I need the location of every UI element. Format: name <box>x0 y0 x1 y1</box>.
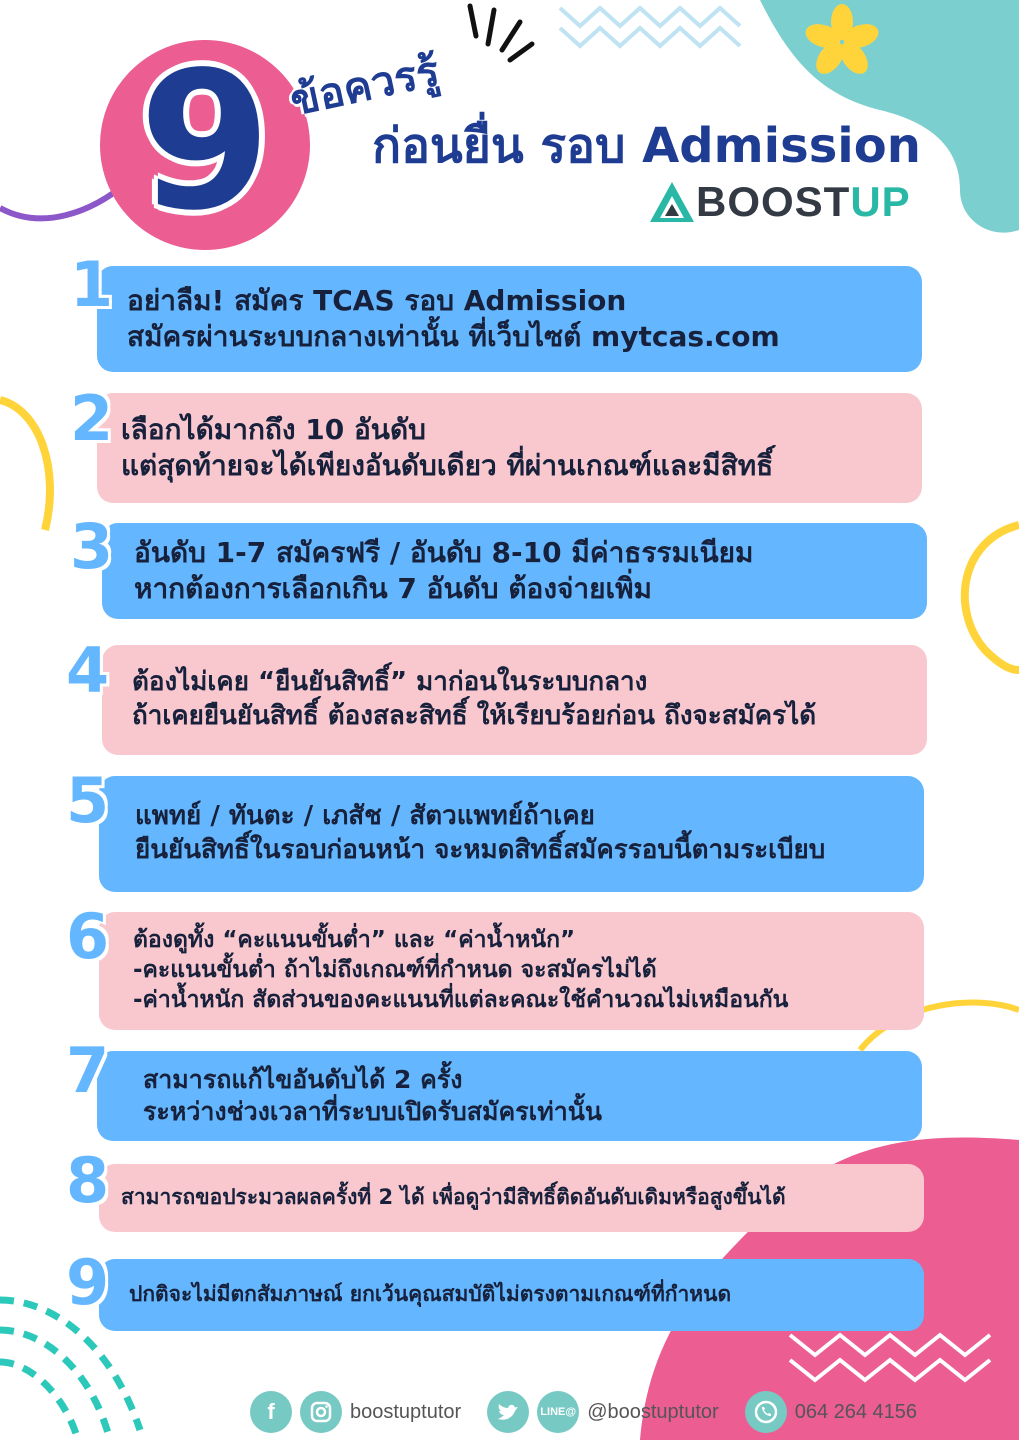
brand-boost: BOOST <box>696 178 851 225</box>
item-text-line: หากต้องการเลือกเกิน 7 อันดับ ต้องจ่ายเพิ่ม <box>134 572 653 605</box>
item-number: 3 <box>70 510 114 583</box>
footer-social <box>250 1390 935 1434</box>
item-box <box>102 523 927 619</box>
item-text-line: อันดับ 1-7 สมัครฟรี / อันดับ 8-10 มีค่าธรรมเนียม <box>134 535 754 569</box>
item-text-line: -คะแนนขั้นต่ำ ถ้าไม่ถึงเกณฑ์ที่กำหนด จะสมัครไม่ได้ <box>133 957 657 984</box>
item-text-line: ต้องดูทั้ง “คะแนนขั้นต่ำ” และ “ค่าน้ำหนัก” <box>133 927 576 954</box>
item-box <box>99 776 924 892</box>
item-number: 7 <box>66 1034 110 1107</box>
item-box <box>99 1259 924 1331</box>
item-number: 4 <box>66 634 110 707</box>
item-box <box>97 266 922 372</box>
item-text-line: ปกติจะไม่มีตกสัมภาษณ์ ยกเว้นคุณสมบัติไม่ตรงตามเกณฑ์ที่กำหนด <box>129 1282 732 1307</box>
item-number: 8 <box>66 1144 110 1217</box>
item-text-line: สามารถขอประมวลผลครั้งที่ 2 ได้ เพื่อดูว่ามีสิทธิ์ติดอันดับเดิมหรือสูงขึ้นได้ <box>121 1185 786 1210</box>
brand-logo <box>648 178 911 226</box>
item-number: 9 <box>66 1246 110 1319</box>
social-handle-1[interactable]: boostuptutor <box>350 1400 462 1423</box>
social-handle-2[interactable]: @boostuptutor <box>587 1400 719 1423</box>
item-number: 6 <box>66 900 110 973</box>
item-text-line: ถ้าเคยยืนยันสิทธิ์ ต้องสละสิทธิ์ ให้เรียบร้อยก่อน ถึงจะสมัครได้ <box>132 701 817 731</box>
item-box <box>97 1051 922 1141</box>
whatsapp-icon[interactable] <box>745 1391 787 1433</box>
page-title: ก่อนยื่น รอบ Admission <box>372 118 921 174</box>
facebook-icon[interactable]: f <box>250 1391 292 1433</box>
item-box <box>99 912 924 1030</box>
line-icon[interactable]: LINE@ <box>537 1391 579 1433</box>
item-text-line: เลือกได้มากถึง 10 อันดับ <box>121 412 426 446</box>
item-box <box>99 1164 924 1232</box>
phone-number[interactable]: 064 264 4156 <box>794 1400 918 1423</box>
item-number: 5 <box>66 764 110 837</box>
twitter-icon[interactable] <box>487 1391 529 1433</box>
item-number: 2 <box>70 382 114 455</box>
item-text-line: แพทย์ / ทันตะ / เภสัช / สัตวแพทย์ถ้าเคย <box>135 801 595 832</box>
boostup-logo-icon <box>648 180 696 224</box>
header-kicker: ข้อควรรู้ <box>285 45 444 126</box>
instagram-icon[interactable] <box>300 1391 342 1433</box>
item-text-line: อย่าลืม! สมัคร TCAS รอบ Admission <box>127 283 627 317</box>
item-text-line: สมัครผ่านระบบกลางเท่านั้น ที่เว็บไซต์ mytcas.com <box>127 320 780 353</box>
item-text-line: ยืนยันสิทธิ์ในรอบก่อนหน้า จะหมดสิทธิ์สมัครรอบนี้ตามระเบียบ <box>135 835 826 865</box>
item-box <box>102 645 927 755</box>
item-text-line: แต่สุดท้ายจะได้เพียงอันดับเดียว ที่ผ่านเกณฑ์และมีสิทธิ์ <box>121 449 774 482</box>
item-text-line: ระหว่างช่วงเวลาที่ระบบเปิดรับสมัครเท่านั้น <box>143 1097 602 1126</box>
item-number: 1 <box>70 248 114 321</box>
item-text-line: -ค่าน้ำหนัก สัดส่วนของคะแนนที่แต่ละคณะใช้คำนวณไม่เหมือนกัน <box>133 986 789 1013</box>
item-text-line: สามารถแก้ไขอันดับได้ 2 ครั้ง <box>143 1064 463 1094</box>
header-number: 9 <box>138 31 272 252</box>
number-circle <box>100 31 310 252</box>
item-text-line: ต้องไม่เคย “ยืนยันสิทธิ์” มาก่อนในระบบกลาง <box>132 667 648 698</box>
brand-up: UP <box>850 178 911 225</box>
item-box <box>97 393 922 503</box>
